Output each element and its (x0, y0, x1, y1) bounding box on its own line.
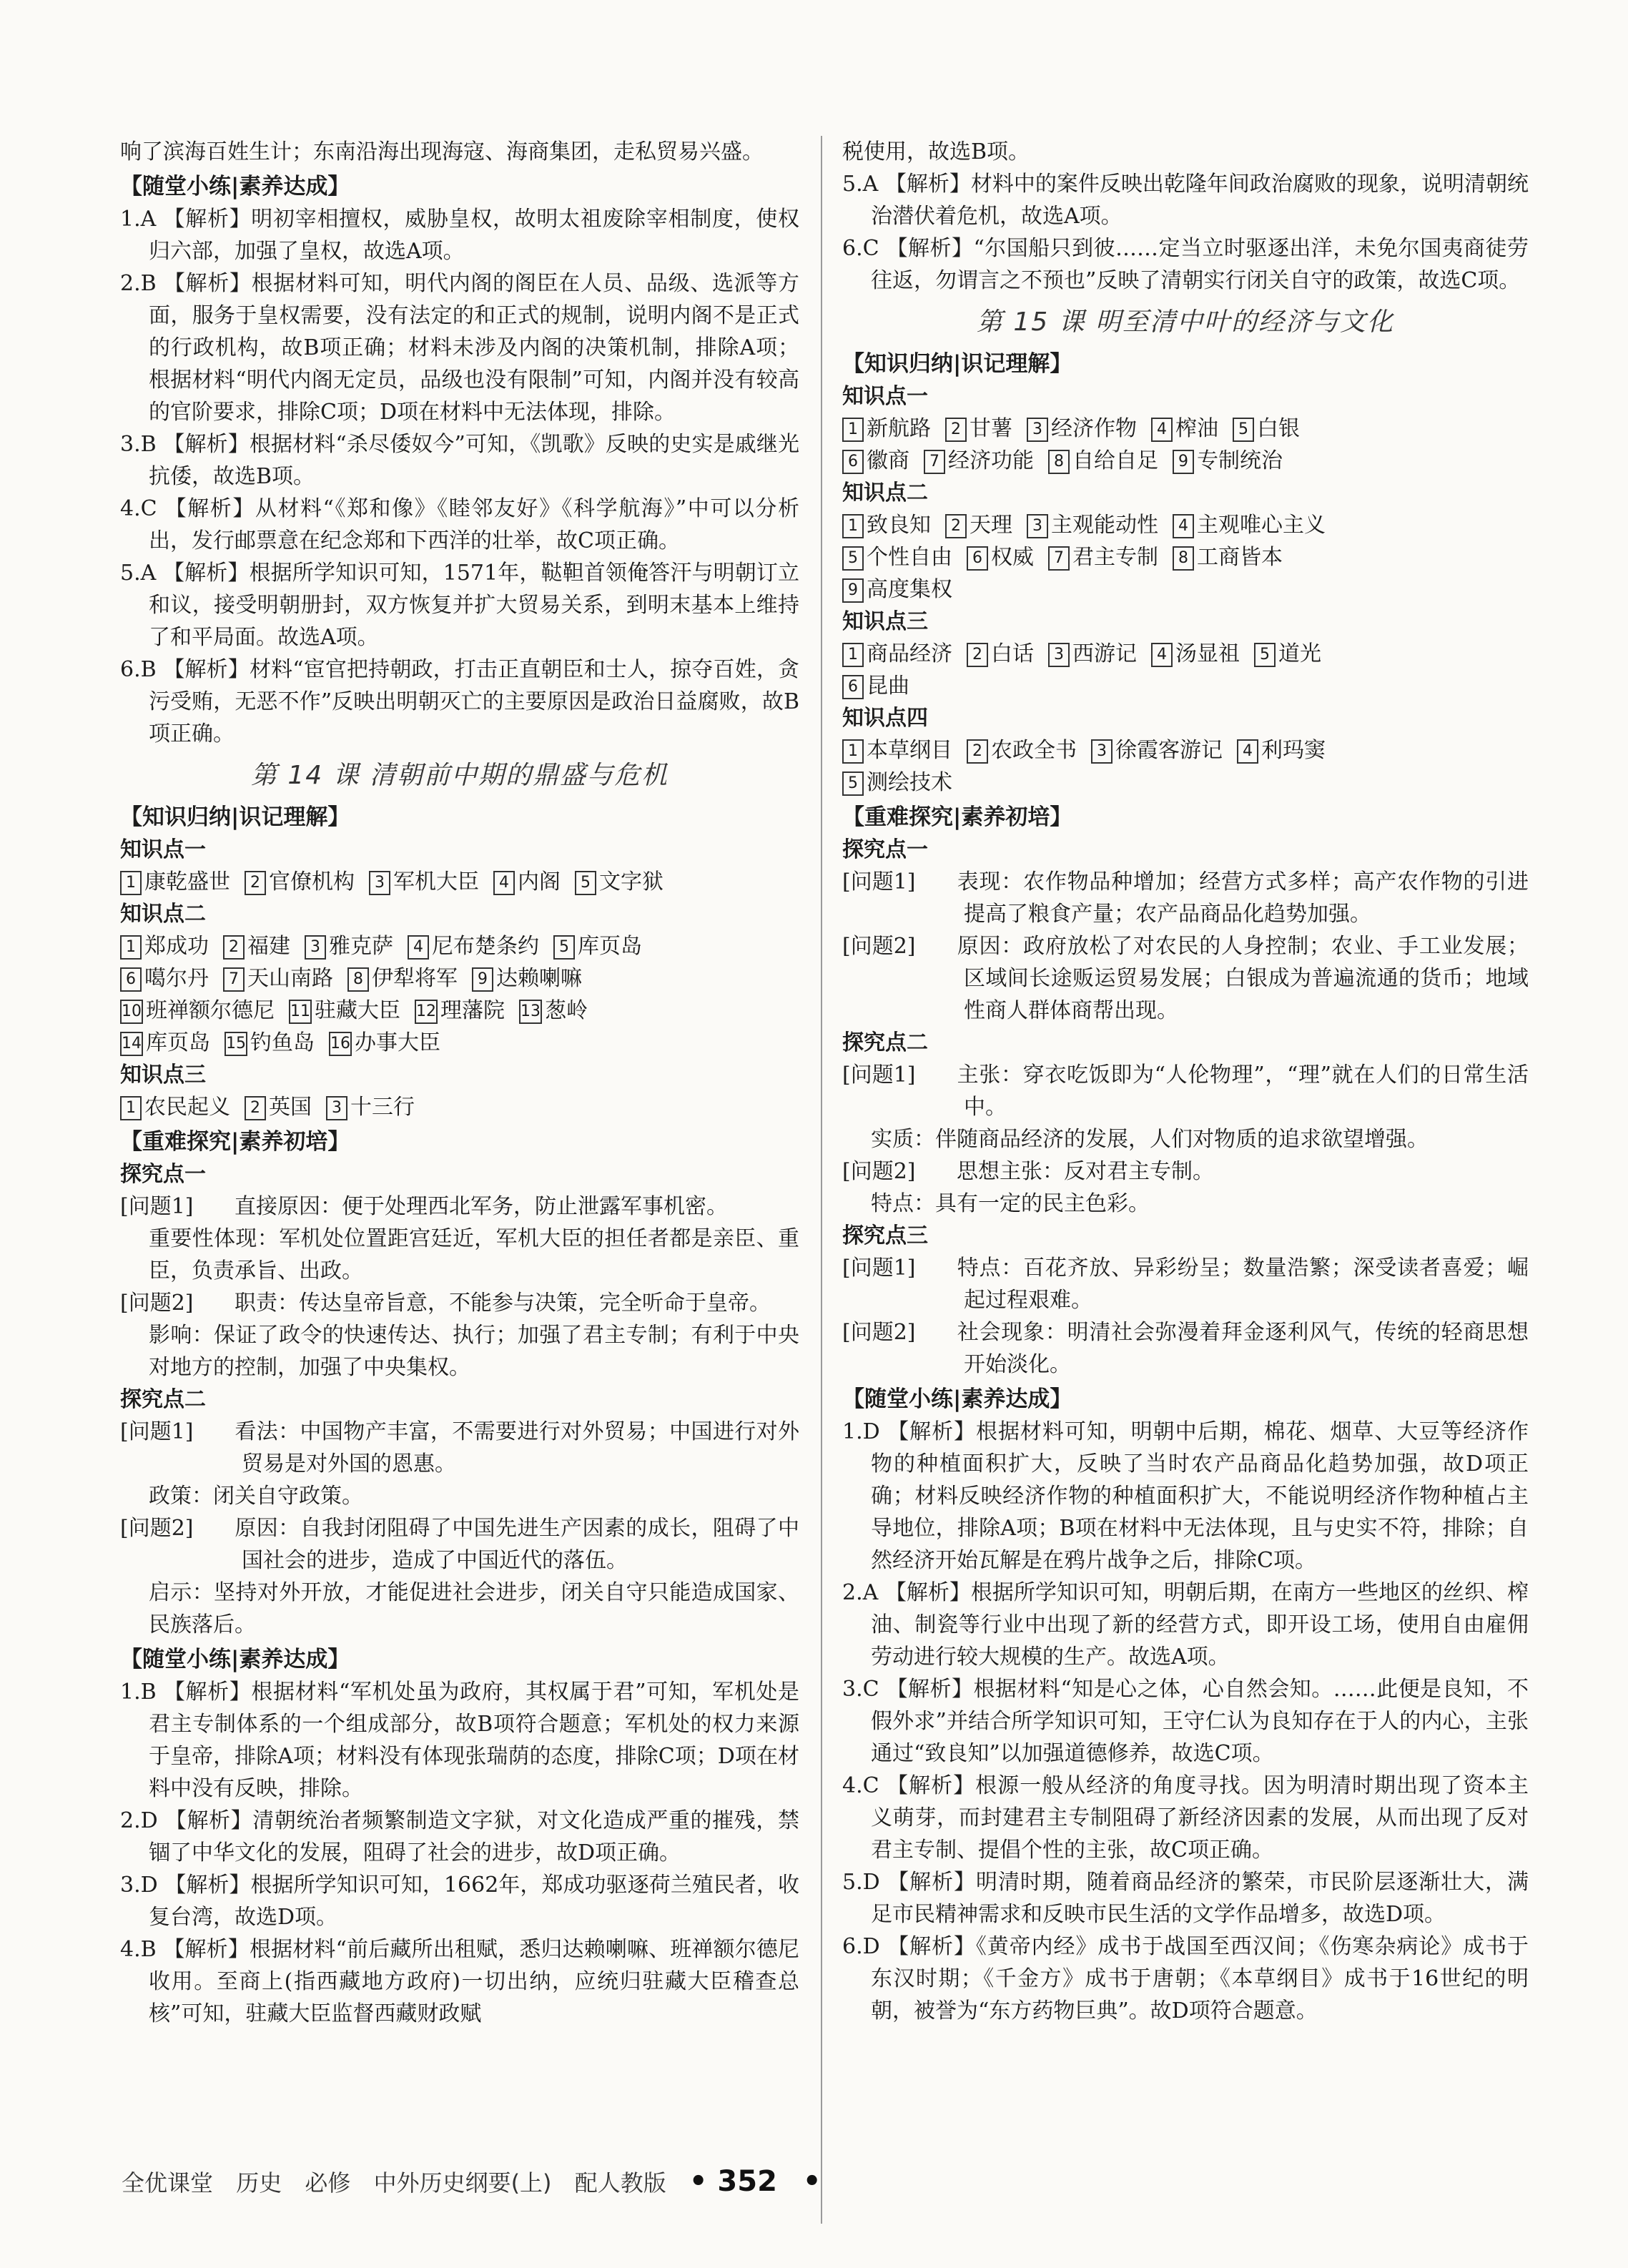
boxed-number: 4 (1173, 514, 1194, 538)
point-heading: 探究点三 (842, 1223, 928, 1248)
footer-book: 中外历史纲要(上) (373, 2169, 552, 2196)
answer-item: 2.B 【解析】根据材料可知，明代内阁的阁臣在人员、品级、选派等方面，服务于皇权需要，没有法定的和正式的规制，说明内阁不是正式的行政机构，故B项正确；材料未涉及内阁的决策机制，排除A项；根据材料“明代内阁无定员，品级也没有限制”可知，内阁并没有较高的官阶要求，排除C项；D项在材料中无法体现，排除。 (120, 271, 799, 425)
section-heading: 【随堂小练|素养达成】 (842, 1386, 1072, 1412)
boxed-number: 2 (245, 1096, 266, 1120)
answer-key-item (1237, 738, 1326, 763)
boxed-number: 3 (1027, 514, 1048, 538)
answer-key-item (924, 448, 1034, 473)
column-divider (821, 136, 822, 2224)
boxed-number: 4 (1237, 739, 1258, 764)
boxed-number: 6 (842, 675, 864, 699)
page-number-value: 352 (717, 2165, 777, 2198)
right-column (842, 136, 1529, 2027)
section-heading: 【随堂小练|素养达成】 (120, 1647, 350, 1672)
boxed-number: 9 (842, 578, 864, 603)
boxed-number: 3 (326, 1096, 347, 1120)
question-answer (120, 1287, 799, 1319)
boxed-number: 2 (945, 418, 967, 442)
point-heading: 知识点三 (120, 1062, 206, 1088)
boxed-number: 1 (842, 739, 864, 764)
boxed-number: 4 (493, 871, 515, 895)
answer-key-word: 库页岛 (578, 934, 642, 959)
answer-item: 1.B 【解析】根据材料“军机处虽为政府，其权属于君”可知，军机处是君主专制体系的一个组成部分，故B项符合题意；军机处的权力来源于皇帝，排除A项；材料没有体现张瑞荫的态度，排除C项；D项在材料中没有反映，排除。 (120, 1680, 799, 1801)
answer-key-item (945, 513, 1012, 538)
boxed-number: 6 (967, 546, 988, 571)
answer-key-word: 班禅额尔德尼 (146, 998, 275, 1023)
answer-key-word: 理藩院 (440, 998, 505, 1023)
boxed-number: 2 (967, 643, 988, 667)
boxed-number: 7 (223, 967, 245, 992)
answer-key-item (245, 869, 355, 894)
answer-key-word: 农政全书 (991, 738, 1077, 763)
answer-key-item (1027, 513, 1158, 538)
answer-key-word: 经济功能 (948, 448, 1034, 473)
boxed-number: 7 (924, 450, 945, 474)
answer-key-item (120, 998, 275, 1023)
answer-key-word: 康乾盛世 (144, 869, 230, 894)
point-heading: 探究点一 (842, 837, 928, 862)
question-label: [问题1] (842, 1062, 916, 1088)
answer-key-item (519, 998, 588, 1023)
boxed-number: 1 (120, 1096, 142, 1120)
boxed-number: 8 (347, 967, 369, 992)
boxed-number: 8 (1048, 450, 1070, 474)
boxed-number: 5 (1233, 418, 1254, 442)
question-label: [问题1] (842, 1256, 916, 1281)
answer-key-item (945, 416, 1012, 441)
section-heading: 【知识归纳|识记理解】 (120, 804, 350, 830)
answer-key-word: 个性自由 (867, 545, 952, 570)
answer-note: 启示：坚持对外开放，才能促进社会进步，闭关自守只能造成国家、民族落后。 (149, 1580, 799, 1637)
answer-key-word: 葱岭 (545, 998, 588, 1023)
answer-key-item (1254, 641, 1321, 666)
answer-key-item (120, 869, 230, 894)
footer-subject: 历史 (236, 2169, 282, 2196)
answer-key-item (120, 1030, 210, 1055)
boxed-number: 13 (519, 1000, 542, 1024)
boxed-number: 3 (1091, 739, 1113, 764)
answer-key-word: 昆曲 (867, 674, 909, 699)
left-column (120, 136, 799, 2030)
answer-item: 5.A 【解析】根据所学知识可知，1571年，鞑靼首领俺答汗与明朝订立和议，接受明朝册封，双方恢复并扩大贸易关系，到明末基本上维持了和平局面。故选A项。 (120, 561, 799, 650)
answer-key-word: 致良知 (867, 513, 931, 538)
answer-key-item (120, 1095, 230, 1120)
answer-key-item (575, 869, 663, 894)
answer-key-item (842, 513, 931, 538)
question-answer (842, 866, 1529, 930)
answer-key-word: 商品经济 (867, 641, 952, 666)
point-heading: 知识点一 (842, 384, 928, 409)
answer-key-item (305, 934, 393, 959)
boxed-number: 7 (1048, 546, 1070, 571)
answer-key-item (1173, 513, 1326, 538)
answer-item: 4.B 【解析】根据材料“前后藏所出租赋，悉归达赖喇嘛、班禅额尔德尼收用。至商上(指西藏地方政府)一切出纳，应统归驻藏大臣稽查总核”可知，驻藏大臣监督西藏财政赋 (120, 1937, 799, 2026)
answer-key-word: 权威 (991, 545, 1034, 570)
answer-item: 6.D 【解析】《黄帝内经》成书于战国至西汉间；《伤寒杂病论》成书于东汉时期；《千金方》成书于唐朝；《本草纲目》成书于16世纪的明朝，被誉为“东方药物巨典”。故D项符合题意。 (842, 1934, 1529, 2023)
answer-key-word: 工商皆本 (1197, 545, 1283, 570)
question-answer (842, 1059, 1529, 1123)
answer-item: 6.C 【解析】“尔国船只到彼……定当立时驱逐出洋，未免尔国夷商徒劳往返，勿谓言之不预也”反映了清朝实行闭关自守的政策，故选C项。 (842, 236, 1529, 293)
answer-key-word: 钓鱼岛 (250, 1030, 315, 1055)
answer-key-word: 达赖喇嘛 (496, 966, 582, 991)
boxed-number: 3 (1027, 418, 1048, 442)
boxed-number: 3 (1048, 643, 1070, 667)
answer-key-item (842, 545, 952, 570)
answer-key-word: 农民起义 (144, 1095, 230, 1120)
answer-item: 3.C 【解析】根据材料“知是心之体，心自然会知。……此便是良知，不假外求”并结合所学知识可知，王守仁认为良知存在于人的内心，主张通过“致良知”以加强道德修养，故选C项。 (842, 1677, 1529, 1766)
answer-key-word: 噶尔丹 (144, 966, 209, 991)
answer-key-item (225, 1030, 315, 1055)
answer-key-item (967, 545, 1034, 570)
answer-key-word: 主观能动性 (1051, 513, 1158, 538)
answer-key-item (223, 934, 290, 959)
answer-key-item (1091, 738, 1223, 763)
question-answer (120, 1512, 799, 1577)
answer-key-word: 徽商 (867, 448, 909, 473)
section-heading: 【知识归纳|识记理解】 (842, 351, 1072, 377)
boxed-number: 3 (305, 935, 326, 960)
answer-key-item (842, 577, 952, 602)
boxed-number: 16 (329, 1032, 352, 1056)
section-heading: 【重难探究|素养初培】 (120, 1129, 350, 1155)
answer-key-word: 徐霞客游记 (1115, 738, 1223, 763)
answer-key-word: 自给自足 (1072, 448, 1158, 473)
answer-key-word: 本草纲目 (867, 738, 952, 763)
question-label: [问题1] (120, 1194, 194, 1219)
boxed-number: 2 (245, 871, 266, 895)
answer-item: 5.A 【解析】材料中的案件反映出乾隆年间政治腐败的现象，说明清朝统治潜伏着危机，故选A项。 (842, 172, 1529, 229)
answer-key-row (842, 766, 1529, 799)
answer-note: 重要性体现：军机处位置距宫廷近，军机大臣的担任者都是亲臣、重臣，负责承旨、出政。 (149, 1226, 799, 1283)
answer-key-item (967, 738, 1077, 763)
answer-key-item (1048, 448, 1158, 473)
answer-key-word: 伊犁将军 (372, 966, 458, 991)
boxed-number: 4 (408, 935, 429, 960)
answer-note: 政策：闭关自守政策。 (149, 1484, 363, 1509)
answer-key-item (120, 966, 209, 991)
answer-key-word: 福建 (247, 934, 290, 959)
answer-key-row (842, 509, 1529, 541)
answer-key-row (120, 866, 799, 898)
answer-key-word: 白话 (991, 641, 1034, 666)
answer-item: 4.C 【解析】根源一般从经济的角度寻找。因为明清时期出现了资本主义萌芽，而封建君主专制阻碍了新经济因素的发展，从而出现了反对君主专制、提倡个性的主张，故C项正确。 (842, 1773, 1529, 1863)
answer-key-item (120, 934, 209, 959)
answer-note: 特点：具有一定的民主色彩。 (871, 1191, 1150, 1216)
boxed-number: 12 (415, 1000, 438, 1024)
question-answer (842, 930, 1529, 1027)
answer-item: 2.D 【解析】清朝统治者频繁制造文字狱，对文化造成严重的摧残，禁锢了中华文化的发展，阻碍了社会的进步，故D项正确。 (120, 1808, 799, 1865)
question-answer (120, 1416, 799, 1480)
question-text: 原因：自我封闭阻碍了中国先进生产因素的成长，阻碍了中国社会的进步，造成了中国近代的落伍。 (235, 1516, 799, 1573)
point-heading: 知识点三 (842, 609, 928, 634)
point-heading: 知识点一 (120, 837, 206, 862)
question-text: 看法：中国物产丰富，不需要进行对外贸易；中国进行对外贸易是对外国的恩惠。 (235, 1419, 799, 1476)
question-text: 直接原因：便于处理西北军务，防止泄露军事机密。 (235, 1194, 728, 1219)
answer-key-item (1173, 545, 1283, 570)
answer-key-row (120, 995, 799, 1027)
boxed-number: 2 (967, 739, 988, 764)
page-number: • 352 • (689, 2165, 822, 2198)
boxed-number: 6 (120, 967, 142, 992)
question-text: 社会现象：明清社会弥漫着拜金逐利风气，传统的轻商思想开始淡化。 (957, 1320, 1529, 1377)
answer-key-word: 高度集权 (867, 577, 952, 602)
answer-key-item (329, 1030, 440, 1055)
answer-key-word: 白银 (1257, 416, 1300, 441)
answer-key-row (842, 445, 1529, 477)
answer-key-item (967, 641, 1034, 666)
answer-key-word: 尼布楚条约 (432, 934, 539, 959)
answer-key-row (842, 670, 1529, 702)
boxed-number: 14 (120, 1032, 143, 1056)
question-text: 特点：百花齐放、异彩纷呈；数量浩繁；深受读者喜爱；崛起过程艰难。 (957, 1256, 1529, 1313)
boxed-number: 6 (842, 450, 864, 474)
answer-key-item (842, 416, 931, 441)
answer-key-word: 天山南路 (247, 966, 333, 991)
answer-key-word: 道光 (1278, 641, 1321, 666)
boxed-number: 2 (223, 935, 245, 960)
page-footer (122, 2165, 837, 2198)
answer-key-item (408, 934, 539, 959)
answer-key-item (1048, 641, 1137, 666)
boxed-number: 1 (842, 514, 864, 538)
answer-key-item (245, 1095, 312, 1120)
answer-key-word: 汤显祖 (1175, 641, 1240, 666)
answer-key-word: 办事大臣 (355, 1030, 440, 1055)
boxed-number: 1 (842, 418, 864, 442)
question-answer (120, 1190, 799, 1223)
answer-key-word: 库页岛 (146, 1030, 210, 1055)
point-heading: 探究点二 (842, 1030, 928, 1055)
answer-item: 2.A 【解析】根据所学知识可知，明朝后期，在南方一些地区的丝织、榨油、制瓷等行业中出现了新的经营方式，即开设工场，使用自由雇佣劳动进行较大规模的生产。故选A项。 (842, 1580, 1529, 1670)
boxed-number: 10 (120, 1000, 143, 1024)
answer-key-word: 测绘技术 (867, 770, 952, 795)
answer-key-item (1048, 545, 1158, 570)
answer-key-row (120, 1027, 799, 1059)
footer-edition: 配人教版 (574, 2169, 666, 2196)
lesson-title: 第 15 课 明至清中叶的经济与文化 (976, 307, 1395, 337)
answer-item: 1.A 【解析】明初宰相擅权，威胁皇权，故明太祖废除宰相制度，使权归六部，加强了皇权，故选A项。 (120, 207, 799, 264)
point-heading: 知识点二 (842, 480, 928, 506)
question-label: [问题2] (120, 1516, 194, 1541)
answer-key-word: 文字狱 (599, 869, 663, 894)
answer-key-word: 英国 (269, 1095, 312, 1120)
answer-key-item (347, 966, 458, 991)
answer-key-word: 君主专制 (1072, 545, 1158, 570)
answer-item: 4.C 【解析】从材料“《郑和像》《睦邻友好》《科学航海》”中可以分析出，发行邮票意在纪念郑和下西洋的壮举，故C项正确。 (120, 496, 799, 553)
boxed-number: 8 (1173, 546, 1194, 571)
answer-key-word: 官僚机构 (269, 869, 355, 894)
boxed-number: 4 (1151, 418, 1173, 442)
answer-key-word: 郑成功 (144, 934, 209, 959)
answer-item: 5.D 【解析】明清时期，随着商品经济的繁荣，市民阶层逐渐壮大，满足市民精神需求和反映市民生活的文学作品增多，故选D项。 (842, 1870, 1529, 1927)
question-text: 表现：农作物品种增加；经营方式多样；高产农作物的引进提高了粮食产量；农产品商品化趋势加强。 (957, 869, 1529, 927)
answer-note: 影响：保证了政令的快速传达、执行；加强了君主专制；有利于中央对地方的控制，加强了中央集权。 (149, 1323, 799, 1380)
answer-key-word: 天理 (970, 513, 1012, 538)
boxed-number: 2 (945, 514, 967, 538)
answer-key-row (842, 413, 1529, 445)
answer-key-row (842, 638, 1529, 670)
answer-key-row (842, 541, 1529, 573)
answer-key-row (120, 962, 799, 995)
boxed-number: 11 (289, 1000, 312, 1024)
answer-item: 1.D 【解析】根据材料可知，明朝中后期，棉花、烟草、大豆等经济作物的种植面积扩大，反映了当时农产品商品化趋势加强，故D项正确；材料反映经济作物的种植面积扩大，不能说明经济作物种植占主导地位，排除A项；B项在材料中无法体现，且与史实不符，排除；自然经济开始瓦解是在鸦片战争之后，排除C项。 (842, 1419, 1529, 1573)
answer-key-item (1027, 416, 1137, 441)
answer-key-item (326, 1095, 415, 1120)
boxed-number: 4 (1151, 643, 1173, 667)
boxed-number: 5 (842, 546, 864, 571)
answer-key-item (842, 641, 952, 666)
question-text: 主张：穿衣吃饭即为“人伦物理”，“理”就在人们的日常生活中。 (957, 1062, 1529, 1120)
boxed-number: 5 (842, 771, 864, 796)
answer-key-item (842, 674, 909, 699)
boxed-number: 5 (553, 935, 575, 960)
paragraph: 响了滨海百姓生计；东南沿海出现海寇、海商集团，走私贸易兴盛。 (120, 139, 764, 164)
footer-type: 必修 (305, 2169, 351, 2196)
answer-note: 实质：伴随商品经济的发展，人们对物质的追求欲望增强。 (871, 1127, 1429, 1152)
answer-key-word: 雅克萨 (329, 934, 393, 959)
answer-key-row (842, 573, 1529, 606)
question-answer (842, 1316, 1529, 1381)
answer-key-word: 主观唯心主义 (1197, 513, 1326, 538)
point-heading: 探究点二 (120, 1387, 206, 1412)
answer-key-row (120, 1091, 799, 1123)
boxed-number: 1 (120, 871, 142, 895)
answer-key-word: 新航路 (867, 416, 931, 441)
answer-key-word: 经济作物 (1051, 416, 1137, 441)
boxed-number: 5 (575, 871, 596, 895)
answer-key-row (842, 734, 1529, 766)
answer-key-item (472, 966, 582, 991)
answer-key-row (120, 930, 799, 962)
answer-key-word: 甘薯 (970, 416, 1012, 441)
boxed-number: 1 (842, 643, 864, 667)
question-text: 思想主张：反对君主专制。 (957, 1159, 1214, 1184)
point-heading: 知识点四 (842, 706, 928, 731)
answer-key-item (369, 869, 479, 894)
answer-key-item (493, 869, 561, 894)
answer-key-word: 驻藏大臣 (315, 998, 400, 1023)
paragraph: 税使用，故选B项。 (842, 139, 1030, 164)
answer-item: 3.B 【解析】根据材料“杀尽倭奴今”可知，《凯歌》反映的史实是戚继光抗倭，故选B项。 (120, 432, 799, 489)
answer-key-item (1151, 416, 1218, 441)
answer-key-item (289, 998, 400, 1023)
lesson-title: 第 14 课 清朝前中期的鼎盛与危机 (250, 761, 669, 790)
answer-key-word: 军机大臣 (393, 869, 479, 894)
answer-item: 6.B 【解析】材料“宦官把持朝政，打击正直朝臣和士人，掠夺百姓，贪污受贿，无恶不作”反映出明朝灭亡的主要原因是政治日益腐败，故B项正确。 (120, 657, 799, 746)
answer-key-item (1233, 416, 1300, 441)
question-label: [问题1] (842, 869, 916, 894)
answer-key-item (223, 966, 333, 991)
question-label: [问题2] (842, 934, 916, 959)
answer-key-word: 榨油 (1175, 416, 1218, 441)
section-heading: 【重难探究|素养初培】 (842, 804, 1072, 830)
answer-key-item (415, 998, 505, 1023)
question-label: [问题2] (120, 1291, 194, 1316)
answer-key-word: 专制统治 (1197, 448, 1283, 473)
boxed-number: 3 (369, 871, 390, 895)
boxed-number: 5 (1254, 643, 1276, 667)
question-label: [问题1] (120, 1419, 194, 1444)
answer-key-word: 十三行 (350, 1095, 415, 1120)
question-text: 原因：政府放松了对农民的人身控制；农业、手工业发展；区域间长途贩运贸易发展；白银成为普遍流通的货币；地域性商人群体商帮出现。 (957, 934, 1529, 1023)
point-heading: 知识点二 (120, 902, 206, 927)
answer-key-word: 利玛窦 (1261, 738, 1326, 763)
answer-key-word: 西游记 (1072, 641, 1137, 666)
answer-item: 3.D 【解析】根据所学知识可知，1662年，郑成功驱逐荷兰殖民者，收复台湾，故选D项。 (120, 1873, 799, 1930)
question-text: 职责：传达皇帝旨意，不能参与决策，完全听命于皇帝。 (235, 1291, 771, 1316)
question-label: [问题2] (842, 1159, 916, 1184)
answer-key-item (842, 770, 952, 795)
question-answer (842, 1155, 1529, 1188)
answer-key-item (842, 738, 952, 763)
answer-key-item (842, 448, 909, 473)
answer-key-item (553, 934, 642, 959)
answer-key-item (1173, 448, 1283, 473)
question-answer (842, 1252, 1529, 1316)
question-label: [问题2] (842, 1320, 916, 1345)
boxed-number: 1 (120, 935, 142, 960)
point-heading: 探究点一 (120, 1162, 206, 1187)
boxed-number: 9 (472, 967, 493, 992)
answer-key-word: 内阁 (518, 869, 561, 894)
boxed-number: 15 (225, 1032, 247, 1056)
section-heading: 【随堂小练|素养达成】 (120, 174, 350, 199)
footer-brand: 全优课堂 (122, 2169, 214, 2196)
answer-key-item (1151, 641, 1240, 666)
boxed-number: 9 (1173, 450, 1194, 474)
